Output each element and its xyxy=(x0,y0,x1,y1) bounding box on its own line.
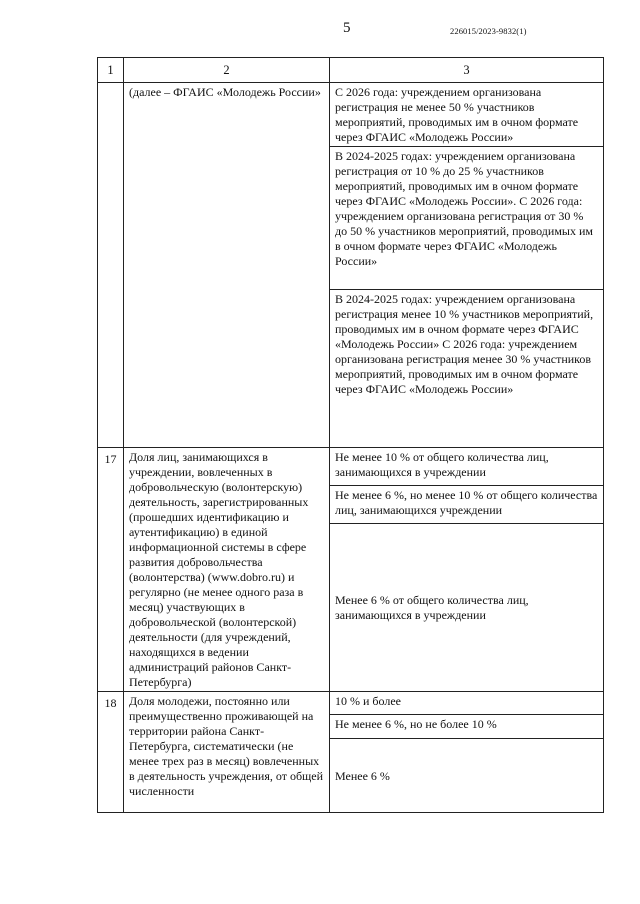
criterion-cell: Менее 6 % от общего количества лиц, занимающихся в учреждении xyxy=(330,523,604,691)
row-number-cell: 18 xyxy=(98,692,124,813)
indicator-cell: (далее – ФГАИС «Молодежь России» xyxy=(124,83,330,448)
table-row xyxy=(98,692,604,715)
criteria-table xyxy=(97,57,604,813)
column-header: 1 xyxy=(98,58,124,83)
page-number: 5 xyxy=(343,20,351,36)
table-row xyxy=(98,448,604,486)
document-id: 226015/2023-9832(1) xyxy=(450,26,527,36)
criterion-cell: Менее 6 % xyxy=(330,739,604,813)
column-header: 3 xyxy=(330,58,604,83)
column-header: 2 xyxy=(124,58,330,83)
criterion-cell: Не менее 10 % от общего количества лиц, занимающихся в учреждении xyxy=(330,448,604,486)
criterion-cell: С 2026 года: учреждением организована регистрация не менее 50 % участников мероприятий, проводимых им в очном формате через ФГАИС «Молодежь России» xyxy=(330,83,604,147)
criterion-cell: Не менее 6 %, но не более 10 % xyxy=(330,715,604,739)
row-number-cell: 17 xyxy=(98,448,124,692)
criterion-cell: В 2024-2025 годах: учреждением организована регистрация от 10 % до 25 % участников мероприятий, проводимых им в очном формате через ФГАИС «Молодежь России». С 2026 года: учреждением организована регистрация от 30 % до 50 % участников мероприятий, проводимых им в очном формате через ФГАИС «Молодежь России» xyxy=(330,147,604,290)
table-header-row xyxy=(98,58,604,83)
indicator-cell: Доля молодежи, постоянно или преимущественно проживающей на территории района Санкт-Петербурга, систематически (не менее трех раз в месяц) вовлеченных в деятельность учреждения, от общей численности xyxy=(124,692,330,813)
criterion-cell: 10 % и более xyxy=(330,692,604,715)
indicator-cell: Доля лиц, занимающихся в учреждении, вовлеченных в добровольческую (волонтерскую) деятельность, зарегистрированных (прошедших идентификацию и аутентификацию) в единой информационной системы в сфере развития добровольчества (волонтерства) (www.dobro.ru) и регулярно (не менее одного раза в месяц) участвующих в добровольческой (волонтерской) деятельности (для учреждений, находящихся в ведении администраций районов Санкт-Петербурга) xyxy=(124,448,330,692)
row-number-cell xyxy=(98,83,124,448)
table-row xyxy=(98,83,604,147)
criterion-cell: В 2024-2025 годах: учреждением организована регистрация менее 10 % участников мероприятий, проводимых им в очном формате через ФГАИС «Молодежь России» С 2026 года: учреждением организована регистрация менее 30 % участников мероприятий, проводимых им в очном формате через ФГАИС «Молодежь России» xyxy=(330,290,604,448)
criterion-cell: Не менее 6 %, но менее 10 % от общего количества лиц, занимающихся учреждении xyxy=(330,485,604,523)
